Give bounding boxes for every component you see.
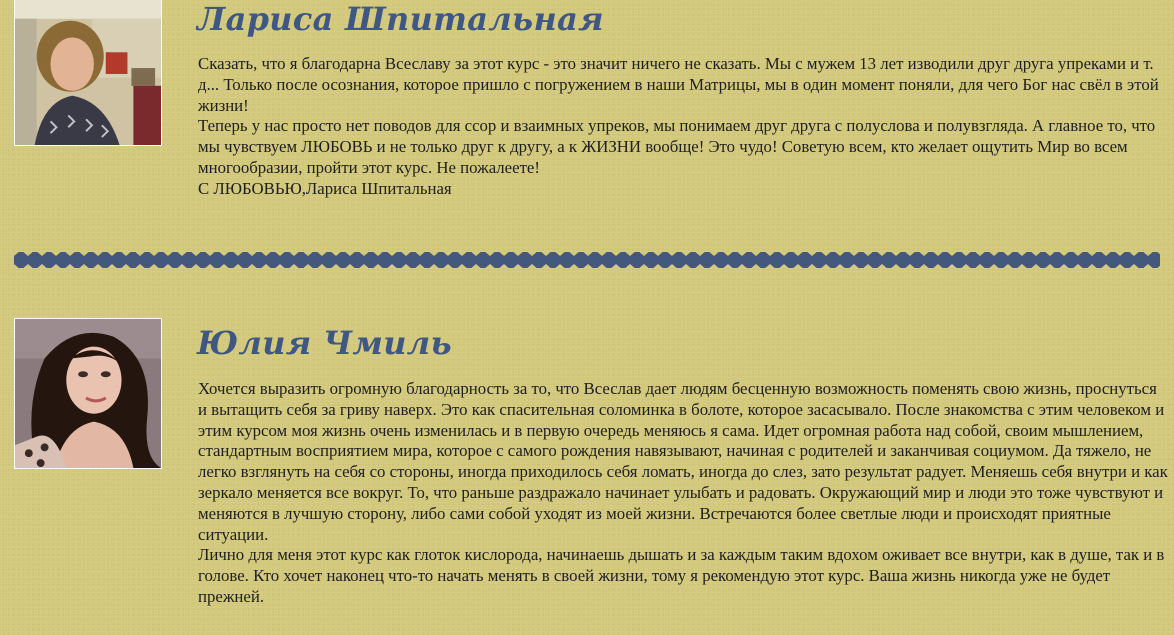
testimonial-yulia	[0, 318, 1174, 635]
avatar-photo-larisa	[14, 0, 162, 146]
testimonial-larisa	[0, 0, 1174, 240]
avatar-photo-yulia	[14, 318, 162, 469]
zigzag-divider	[14, 250, 1160, 270]
testimonial-paragraph: Сказать, что я благодарна Всеславу за этот курс - это значит ничего не сказать. Мы с мужем 13 лет изводили друг друга упреками и т. д... Только после осознания, которое пришло с погружением в наши Матрицы, мы в один момент поняли, для чего Бог нас свёл в этой жизни!	[198, 54, 1159, 115]
testimonial-paragraph: Лично для меня этот курс как глоток кислорода, начинаешь дышать и за каждым таким вдохом оживает все внутри, как в душе, так и в голове. Кто хочет наконец что-то начать менять в своей жизни, тому я рекомендую этот курс. Ваша жизнь никогда уже не будет прежней.	[198, 545, 1165, 606]
avatar-image	[15, 319, 161, 468]
zigzag-divider-graphic	[14, 250, 1160, 270]
testimonial-paragraph: Теперь у нас просто нет поводов для ссор и взаимных упреков, мы понимаем друг друга с полуслова и полувзгляда. А главное то, что мы чувствуем ЛЮБОВЬ и не только друг к другу, а к ЖИЗНИ вообще! Это чудо! Советую всем, кто желает ощутить Мир во всем многообразии, пройти этот курс. Не пожалеете!	[198, 116, 1156, 177]
testimonial-author-name: Лариса Шпитальная	[197, 0, 604, 38]
testimonial-text	[198, 379, 1168, 608]
avatar-image	[15, 0, 161, 145]
testimonial-author-name: Юлия Чмиль	[197, 324, 452, 362]
testimonial-signature: С ЛЮБОВЬЮ,Лариса Шпитальная	[198, 178, 452, 198]
testimonial-paragraph: Хочется выразить огромную благодарность за то, что Всеслав дает людям бесценную возможность поменять свою жизнь, проснуться и вытащить себя за гриву наверх. Это как спасительная соломинка в болоте, которое засасывало. После знакомства с этим человеком и этим курсом моя жизнь очень изменилась и в первую очередь меняюсь я сама. Идет огромная работа над собой, своим мышлением, стандартным восприятием мира, которое с самого рождения навязывают, начиная с родителей и заканчивая социумом. Да тяжело, не легко взглянуть на себя со стороны, иногда приходилось себя ломать, иногда до слез, зато результат радует. Меняешь себя внутри и как зеркало меняется все вокруг. То, что раньше раздражало начинает улыбать и радовать. Окружающий мир и люди это тоже чувствуют и меняются в лучшую сторону, либо сами собой уходят из моей жизни. Встречаются более светлые люди и происходят приятные ситуации.	[198, 379, 1168, 544]
testimonial-text	[198, 54, 1168, 200]
